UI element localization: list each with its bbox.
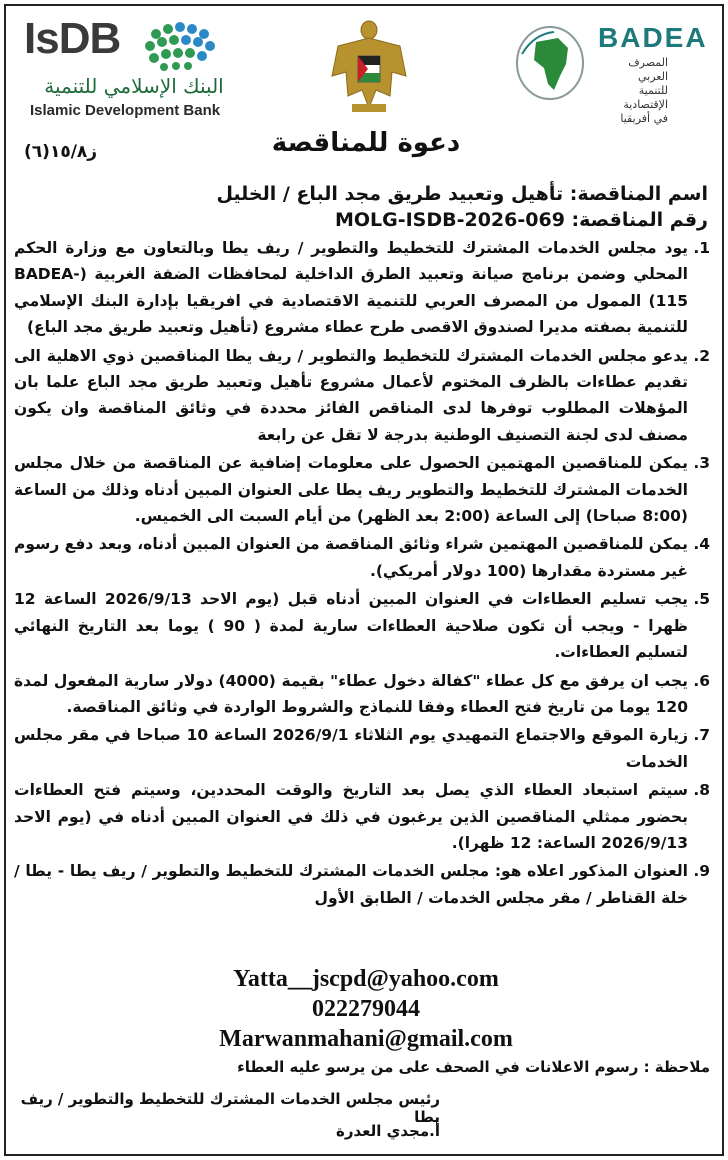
badea-arabic-line-1: المصرف العربي	[628, 56, 668, 83]
item-number: 7.	[693, 726, 710, 745]
contact-block	[6, 964, 724, 1054]
item-text: يجب ان يرفق مع كل عطاء "كفالة دخول عطاء" بقيمة (4000) دولار سارية المفعول لمدة 120 يوما من تاريخ فتح العطاء وفقا للنماذج والشروط الواردة في وثائق المناقصة.	[14, 671, 688, 716]
signature-title: رئيس مجلس الخدمات المشترك للتخطيط والتطوير / ريف يطا	[20, 1090, 440, 1126]
list-item	[14, 450, 710, 529]
badea-logo	[514, 20, 714, 125]
signature-name: أ.مجدي العدرة	[336, 1122, 440, 1140]
item-text: يود مجلس الخدمات المشترك للتخطيط والتطوير / ريف يطا وبالتعاون مع وزارة الحكم المحلي وضمن برنامج صيانة وتعبيد الطرق الداخلية لمحافظات الضفة الغربية (BADEA-115) الممول من المصرف العربي للتنمية الاقتصادية في افريقيا بإدارة البنك الإسلامي للتنمية بصفته مديرا لصندوق الاقصى طرح عطاء مشروع (تأهيل وتعبيد طريق مجد الباع)	[14, 239, 688, 337]
page-title: دعوة للمناقصة	[271, 128, 461, 158]
item-text: زيارة الموقع والاجتماع التمهيدي يوم الثلاثاء 2026/9/1 الساعة 10 صباحا في مقر مجلس الخدمات	[14, 726, 688, 771]
tender-notice-page	[4, 4, 724, 1156]
badea-arabic-name	[598, 56, 668, 126]
list-item	[14, 722, 710, 775]
list-item	[14, 668, 710, 721]
header	[6, 6, 724, 124]
item-number: 9.	[693, 862, 710, 881]
item-number: 8.	[693, 781, 710, 800]
item-number: 5.	[693, 590, 710, 609]
badea-wordmark: BADEA	[598, 22, 708, 53]
list-item	[14, 586, 710, 665]
badea-arabic-line-2: للتنمية الإقتصادية	[623, 84, 668, 111]
item-text: يمكن للمناقصين المهتمين شراء وثائق المناقصة من العنوان المبين أدناه، وبعد دفع رسوم غير مستردة مقدارها (100 دولار أمريكي).	[14, 535, 688, 580]
globe-icon	[136, 20, 226, 74]
eagle-emblem-icon	[328, 16, 410, 116]
item-text: يمكن للمناقصين المهتمين الحصول على معلومات إضافية عن المناقصة من خلال مجلس الخدمات المشترك للتخطيط والتطوير ريف يطا على العنوان المبين أدناه وذلك من الساعة (8:00 صباحا) إلى الساعة (2:00 بعد الظهر) من أيام السبت الى الخميس.	[14, 454, 688, 526]
list-item	[14, 858, 710, 911]
list-item	[14, 531, 710, 584]
badea-arabic-line-3: في أفريقيا	[620, 112, 668, 125]
item-text: يدعو مجلس الخدمات المشترك للتخطيط والتطوير / ريف يطا المناقصين ذوي الاهلية الى تقديم عطاءات بالظرف المختوم لأعمال مشروع تأهيل وتعبيد طريق مجد الباع علما بان المؤهلات المطلوب توفرها لدى المناقص الفائز محددة في وثائق المناقصة وان يكون مصنف لدى لجنة التصنيف الوطنية بدرجة لا تقل عن رابعة	[14, 346, 688, 444]
list-item	[14, 777, 710, 856]
tender-info	[18, 181, 708, 233]
note-text: ملاحظة : رسوم الاعلانات في الصحف على من يرسو عليه العطاء	[237, 1058, 710, 1076]
item-text: العنوان المذكور اعلاه هو: مجلس الخدمات المشترك للتخطيط والتطوير / ريف يطا - يطا / خلة القناطر / مقر مجلس الخدمات / الطابق الأول	[14, 862, 688, 907]
item-number: 1.	[693, 239, 710, 257]
isdb-english-name: Islamic Development Bank	[30, 102, 221, 119]
item-text: سيتم استبعاد العطاء الذي يصل بعد التاريخ والوقت المحددين، وسيتم فتح العطاءات بحضور ممثلي المناقصين الذين يرغبون في ذلك في العنوان المبين أدناه في (يوم الاحد 2026/9/13 الساعة: 12 ظهرا).	[14, 781, 688, 852]
reference-code: ز١٥/٨(٦)	[24, 142, 98, 162]
item-number: 6.	[693, 671, 710, 690]
isdb-arabic-name: البنك الإسلامي للتنمية	[44, 74, 224, 98]
list-item	[14, 235, 710, 341]
item-number: 2.	[693, 346, 710, 365]
item-text: يجب تسليم العطاءات في العنوان المبين أدناه قبل (يوم الاحد 2026/9/13 الساعة 12 ظهرا - ويجب أن تكون صلاحية العطاءات سارية لمدة ( 90 ) يوما بعد التاريخ النهائي لتسليم العطاءات.	[14, 590, 688, 662]
phone-number: 022279044	[312, 996, 420, 1022]
item-number: 3.	[693, 454, 710, 473]
item-number: 4.	[693, 535, 710, 554]
tender-number: رقم المناقصة: MOLG-ISDB-2026-069	[334, 209, 708, 231]
list-item	[14, 343, 710, 449]
tender-name: اسم المناقصة: تأهيل وتعبيد طريق مجد الباع / الخليل	[216, 183, 708, 205]
africa-globe-icon	[514, 24, 586, 102]
tender-items-list	[14, 235, 710, 913]
isdb-logo	[24, 14, 244, 122]
isdb-wordmark: IsDB	[24, 14, 121, 63]
email-link-gmail[interactable]: Marwanmahani@gmail.com	[219, 1026, 513, 1052]
email-link-yahoo[interactable]: Yatta__jscpd@yahoo.com	[233, 966, 499, 992]
